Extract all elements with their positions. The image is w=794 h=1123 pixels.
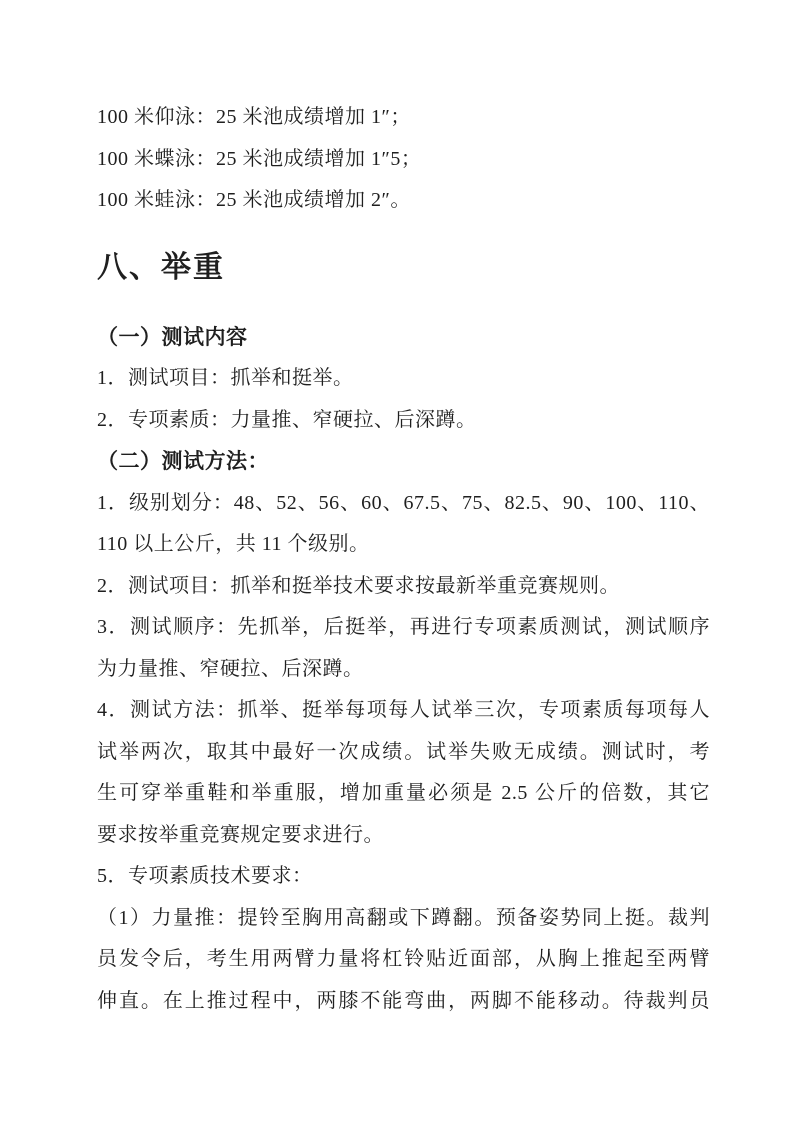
text-line: 2．测试项目：抓举和挺举技术要求按最新举重竞赛规则。 xyxy=(97,574,620,597)
text-line: 1．测试项目：抓举和挺举。 xyxy=(97,367,354,389)
text-line: 110 以上公斤，共 11 个级别。 xyxy=(97,533,370,555)
sub-heading: （二）测试方法： xyxy=(97,450,269,473)
text-line: 员发令后，考生用两臂力量将杠铃贴近面部，从胸上推起至两臂 xyxy=(97,948,710,970)
document-content xyxy=(97,97,710,1022)
text-line: 1．级别划分：48、52、56、60、67.5、75、82.5、90、100、110、 xyxy=(97,491,710,514)
text-line: 5．专项素质技术要求： xyxy=(97,865,313,887)
text-line: 试举两次，取其中最好一次成绩。试举失败无成绩。测试时，考 xyxy=(97,740,710,763)
text-line: 伸直。在上推过程中，两膝不能弯曲，两脚不能移动。待裁判员 xyxy=(97,989,710,1012)
text-line: 100 米仰泳：25 米池成绩增加 1″； xyxy=(97,106,411,128)
text-line: 4．测试方法：抓举、挺举每项每人试举三次，专项素质每项每人 xyxy=(97,699,710,721)
text-line: 生可穿举重鞋和举重服，增加重量必须是 2.5 公斤的倍数，其它 xyxy=(97,782,710,804)
text-line: 3．测试顺序：先抓举，后挺举，再进行专项素质测试，测试顺序 xyxy=(97,616,710,638)
text-line: 2．专项素质：力量推、窄硬拉、后深蹲。 xyxy=(97,408,477,431)
text-line: 100 米蝶泳：25 米池成绩增加 1″5； xyxy=(97,147,422,170)
section-heading: 八、举重 xyxy=(97,250,225,284)
text-line: 为力量推、窄硬拉、后深蹲。 xyxy=(97,657,364,680)
text-line: 要求按举重竞赛规定要求进行。 xyxy=(97,823,384,846)
text-line: 100 米蛙泳：25 米池成绩增加 2″。 xyxy=(97,189,411,211)
text-line: （1）力量推：提铃至胸用高翻或下蹲翻。预备姿势同上挺。裁判 xyxy=(97,906,710,929)
sub-heading: （一）测试内容 xyxy=(97,325,248,349)
